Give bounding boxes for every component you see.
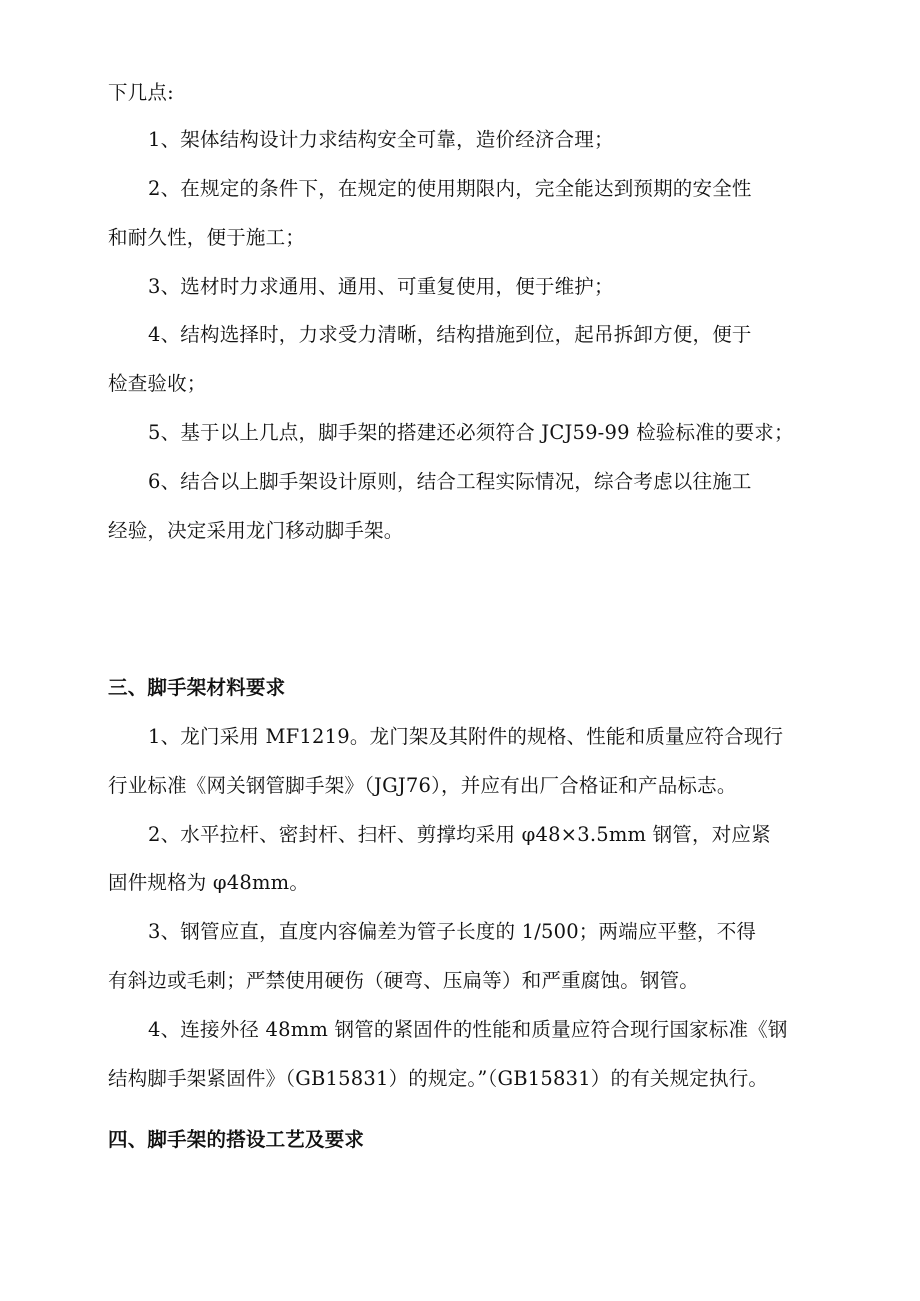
principle-6-line-1: 6、结合以上脚手架设计原则，结合工程实际情况，综合考虑以往施工: [148, 470, 752, 493]
material-2-line-1: 2、水平拉杆、密封杆、扫杆、剪撑均采用 φ48×3.5mm 钢管，对应紧: [148, 823, 771, 846]
principle-1-line-1: 1、架体结构设计力求结构安全可靠，造价经济合理；: [148, 128, 614, 151]
material-3-line-2: 有斜边或毛刺；严禁使用硬伤（硬弯、压扁等）和严重腐蚀。钢管。: [108, 969, 700, 992]
material-3-line-1: 3、钢管应直，直度内容偏差为管子长度的 1/500；两端应平整，不得: [148, 920, 757, 943]
material-1-line-1: 1、龙门采用 MF1219。龙门架及其附件的规格、性能和质量应符合现行: [148, 725, 784, 748]
principle-4-line-1: 4、结构选择时，力求受力清晰，结构措施到位，起吊拆卸方便，便于: [148, 323, 752, 346]
material-4-line-2: 结构脚手架紧固件》（GB15831）的规定。”（GB15831）的有关规定执行。: [108, 1067, 769, 1090]
principle-4-line-2: 检查验收；: [108, 372, 207, 395]
principle-2-line-2: 和耐久性，便于施工；: [108, 226, 306, 249]
material-4-line-1: 4、连接外径 48mm 钢管的紧固件的性能和质量应符合现行国家标准《钢: [148, 1018, 788, 1041]
section-three-heading: 三、脚手架材料要求: [108, 676, 286, 699]
principle-6-line-2: 经验，决定采用龙门移动脚手架。: [108, 519, 404, 542]
intro-line: 下几点:: [108, 81, 174, 104]
principle-5-line-1: 5、基于以上几点，脚手架的搭建还必须符合 JCJ59-99 检验标准的要求；: [148, 421, 794, 444]
principle-2-line-1: 2、在规定的条件下，在规定的使用期限内，完全能达到预期的安全性: [148, 177, 752, 200]
principle-3-line-1: 3、选材时力求通用、通用、可重复使用，便于维护；: [148, 275, 614, 298]
section-four-heading: 四、脚手架的搭设工艺及要求: [108, 1128, 365, 1151]
material-2-line-2: 固件规格为 φ48mm。: [108, 871, 310, 894]
material-1-line-2: 行业标准《网关钢管脚手架》（JGJ76），并应有出厂合格证和产品标志。: [108, 774, 737, 797]
